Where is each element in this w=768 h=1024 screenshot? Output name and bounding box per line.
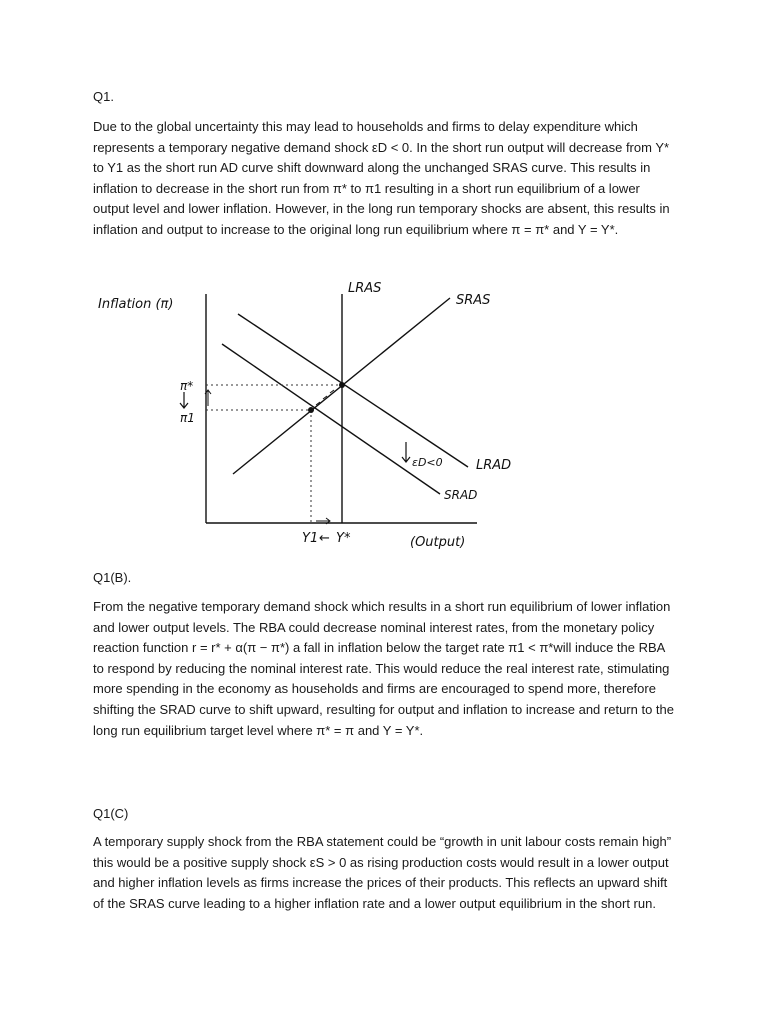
sras-label: SRAS (456, 293, 491, 308)
q1-heading: Q1. (93, 89, 114, 104)
q1c-paragraph: A temporary supply shock from the RBA statement could be “growth in unit labour costs remain high” this would be a positive supply shock εS > 0 as rising production costs would result in a lower output and higher inflation levels as firms increase the prices of their products. This reflects an upward shift of the SRAS curve leading to a higher inflation rate and a lower output equilibrium in the short run. (93, 834, 672, 911)
ad-as-diagram (90, 272, 530, 562)
shock-label: εD<0 (412, 456, 443, 469)
long-run-equilibrium-point (339, 382, 345, 388)
lrad-label: LRAD (476, 458, 512, 473)
sras-movement-arrows (316, 390, 334, 405)
lras-label: LRAS (348, 281, 382, 296)
pi-one-label: π1 (180, 411, 195, 425)
y-axis-label: Inflation (π) (98, 297, 174, 312)
pi-star-label: π* (180, 379, 194, 393)
short-run-equilibrium-point (308, 407, 314, 413)
srad-line (222, 344, 440, 494)
y-one-label: Y1 (302, 531, 319, 546)
output-arrow-glyph: ← (319, 531, 330, 546)
x-axis-label: (Output) (410, 535, 466, 550)
inflation-fall-arrow (180, 392, 188, 408)
q1-paragraph: Due to the global uncertainty this may lead to households and firms to delay expenditure which represents a temporary negative demand shock εD < 0. In the short run output will decrease from Y* to Y1 as the short run AD curve shift downward along the unchanged SRAS curve. This results in inflation to decrease in the short run from π* to π1 resulting in a short run equilibrium of a lower output level and lower inflation. However, in the long run temporary shocks are absent, this results in inflation and output to increase to the original long run equilibrium where π = π* and Y = Y*. (93, 119, 670, 237)
q1b-paragraph: From the negative temporary demand shock which results in a short run equilibrium of lower inflation and lower output levels. The RBA could decrease nominal interest rates, from the monetary policy reaction function r = r* + α(π − π*) a fall in inflation below the target rate π1 < π*will induce the RBA to respond by reducing the nominal interest rate. This would reduce the real interest rate, stimulating more spending in the economy as households and firms are encouraged to spend more, therefore shifting the SRAD curve to shift upward, resulting for output and inflation to increase and return to the long run equilibrium target level where π* = π and Y = Y*. (93, 599, 674, 738)
lrad-line (238, 314, 468, 467)
q1c-heading: Q1(C) (93, 806, 129, 821)
shock-down-arrow (402, 442, 410, 462)
q1b-heading: Q1(B). (93, 570, 132, 585)
srad-label: SRAD (444, 488, 478, 502)
y-star-label: Y* (336, 531, 351, 546)
